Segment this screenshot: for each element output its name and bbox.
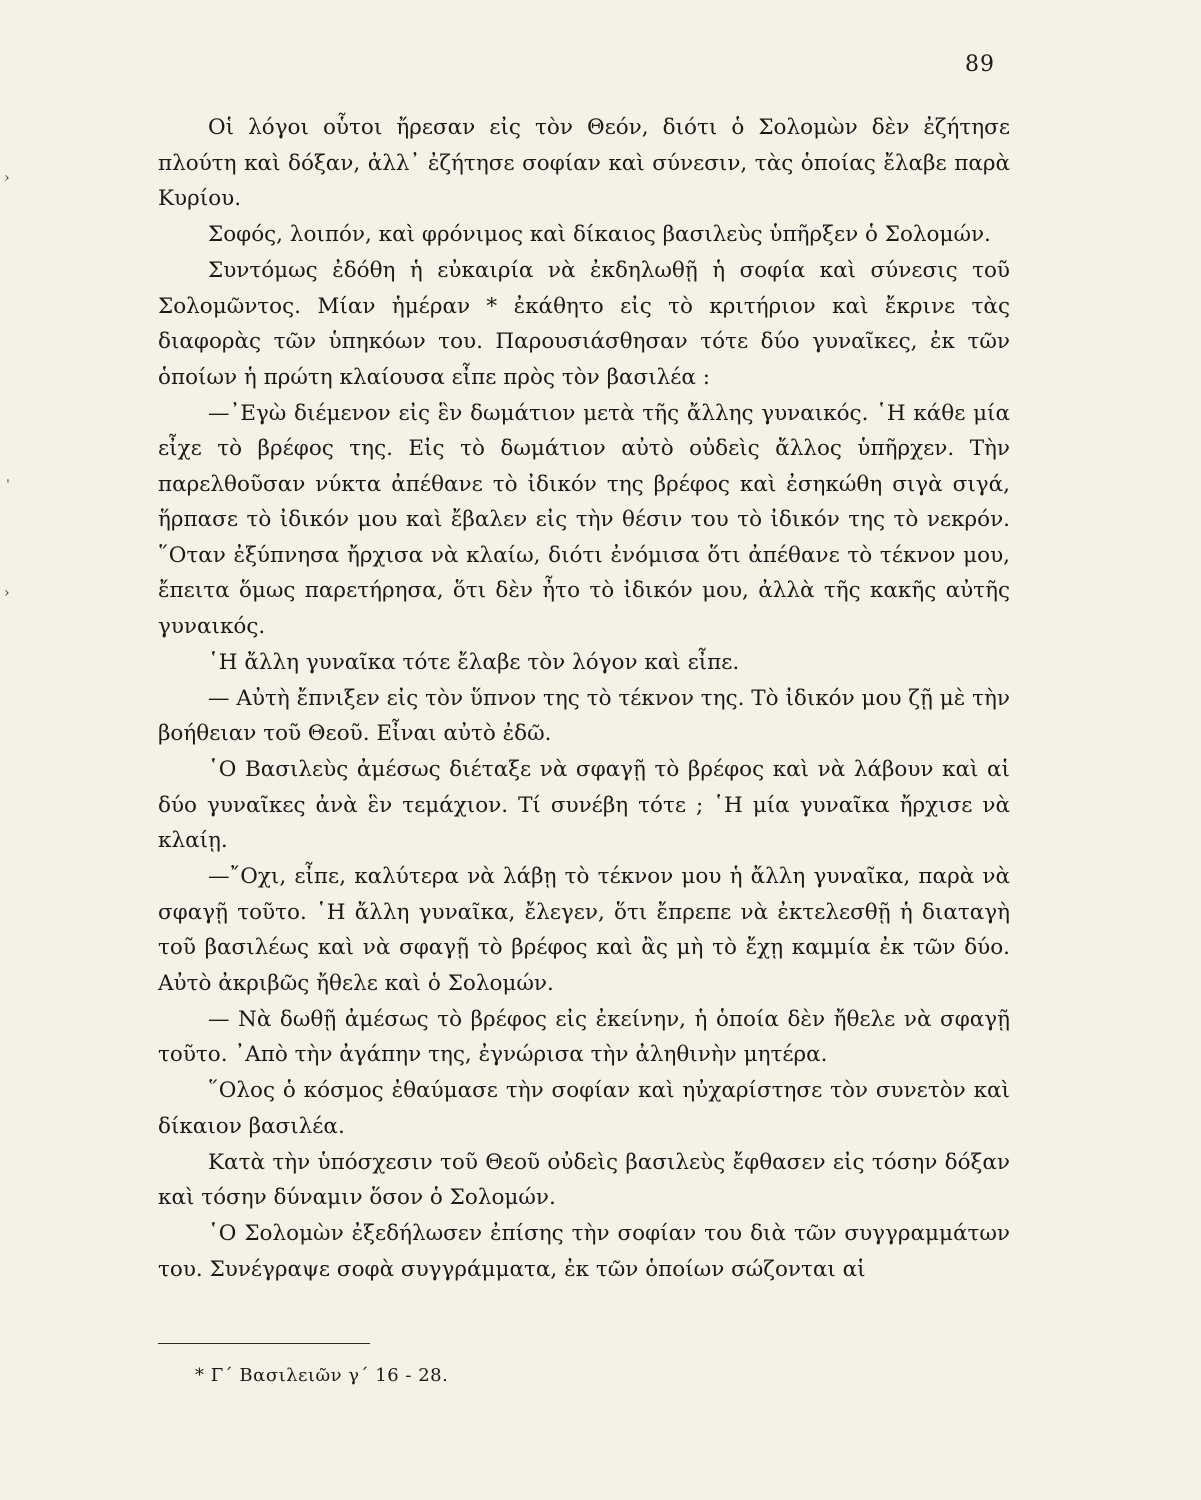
binding-mark-icon: ˈ: [6, 478, 10, 494]
paragraph: Σοφός, λοιπόν, καὶ φρόνιμος καὶ δίκαιος βασιλεὺς ὑπῆρξεν ὁ Σολομών.: [208, 222, 991, 247]
footnote-divider: [158, 1343, 370, 1344]
paragraph: Κατὰ τὴν ὑπόσχεσιν τοῦ Θεοῦ οὐδεὶς βασιλεὺς ἔφθασεν εἰς τόσην δόξαν καὶ τόσην δύναμιν ὅσον ὁ Σολομών.: [158, 1149, 1010, 1210]
dialogue-paragraph: —᾽Εγὼ διέμενον εἰς ἓν δωμάτιον μετὰ τῆς ἄλλης γυναικός. ῾Η κάθε μία εἶχε τὸ βρέφος της. Εἰς τὸ δωμάτιον αὐτὸ οὐδεὶς ἄλλος ὑπῆρχεν. Τὴν παρελθοῦσαν νύκτα ἀπέθανε τὸ ἰδικόν της βρέφος καὶ ἐσηκώθη σιγὰ σιγά, ἥρπασε τὸ ἰδικόν μου καὶ ἔβαλεν εἰς τὴν θέσιν του τὸ ἰδικόν της τὸ νεκρόν. ῞Οταν ἐξύπνησα ἤρχισα νὰ κλαίω, διότι ἐνόμισα ὅτι ἀπέθανε τὸ τέκνον μου, ἔπειτα ὅμως παρετήρησα, ὅτι δὲν ἦτο τὸ ἰδικόν μου, ἀλλὰ τῆς κακῆς αὐτῆς γυναικός.: [158, 400, 1010, 639]
dialogue-paragraph: — Νὰ δωθῇ ἀμέσως τὸ βρέφος εἰς ἐκείνην, ἡ ὁποία δὲν ἤθελε νὰ σφαγῇ τοῦτο. ᾽Απὸ τὴν ἀγάπην της, ἐγνώρισα τὴν ἀληθινὴν μητέρα.: [158, 1006, 1010, 1067]
paragraph: Οἱ λόγοι οὗτοι ἤρεσαν εἰς τὸν Θεόν, διότι ὁ Σολομὼν δὲν ἐζήτησε πλούτη καὶ δόξαν, ἀλλ᾽ ἐζήτησε σοφίαν καὶ σύνεσιν, τὰς ὁποίας ἔλαβε παρὰ Κυρίου.: [158, 115, 1010, 211]
paragraph: ῾Ο Σολομὼν ἐξεδήλωσεν ἐπίσης τὴν σοφίαν του διὰ τῶν συγγραμμάτων του. Συνέγραψε σοφὰ συγγράμματα, ἐκ τῶν ὁποίων σώζονται αἱ: [158, 1221, 1010, 1282]
paragraph: ῾Ο Βασιλεὺς ἀμέσως διέταξε νὰ σφαγῇ τὸ βρέφος καὶ νὰ λάβουν καὶ αἱ δύο γυναῖκες ἀνὰ ἓν τεμάχιον. Τί συνέβη τότε ; ῾Η μία γυναῖκα ἤρχισε νὰ κλαίῃ.: [158, 757, 1010, 853]
binding-mark-icon: ›: [4, 170, 10, 186]
dialogue-paragraph: — Αὐτὴ ἔπνιξεν εἰς τὸν ὕπνον της τὸ τέκνον της. Τὸ ἰδικόν μου ζῇ μὲ τὴν βοήθειαν τοῦ Θεοῦ. Εἶναι αὐτὸ ἐδῶ.: [158, 685, 1010, 746]
footnote: * Γ´ Βασιλειῶν γ´ 16 - 28.: [195, 1365, 449, 1386]
page-number: 89: [965, 52, 995, 77]
body-text: [158, 110, 1010, 1288]
paragraph: ῾Η ἄλλη γυναῖκα τότε ἔλαβε τὸν λόγον καὶ εἶπε.: [208, 649, 740, 675]
binding-mark-icon: ›: [4, 585, 10, 601]
dialogue-paragraph: —῎Οχι, εἶπε, καλύτερα νὰ λάβῃ τὸ τέκνον μου ἡ ἄλλη γυναῖκα, παρὰ νὰ σφαγῇ τοῦτο. ῾Η ἄλλη γυναῖκα, ἔλεγεν, ὅτι ἔπρεπε νὰ ἐκτελεσθῇ ἡ διαταγὴ τοῦ βασιλέως καὶ νὰ σφαγῇ τὸ βρέφος καὶ ἂς μὴ τὸ ἔχῃ καμμία ἐκ τῶν δύο. Αὐτὸ ἀκριβῶς ἤθελε καὶ ὁ Σολομών.: [158, 864, 1010, 996]
paragraph: ῞Ολος ὁ κόσμος ἐθαύμασε τὴν σοφίαν καὶ ηὐχαρίστησε τὸν συνετὸν καὶ δίκαιον βασιλέα.: [158, 1078, 1010, 1139]
paragraph: Συντόμως ἐδόθη ἡ εὐκαιρία νὰ ἐκδηλωθῇ ἡ σοφία καὶ σύνεσις τοῦ Σολομῶντος. Μίαν ἡμέραν * ἐκάθητο εἰς τὸ κριτήριον καὶ ἔκρινε τὰς διαφορὰς τῶν ὑπηκόων του. Παρουσιάσθησαν τότε δύο γυναῖκες, ἐκ τῶν ὁποίων ἡ πρώτη κλαίουσα εἶπε πρὸς τὸν βασιλέα :: [158, 258, 1010, 390]
